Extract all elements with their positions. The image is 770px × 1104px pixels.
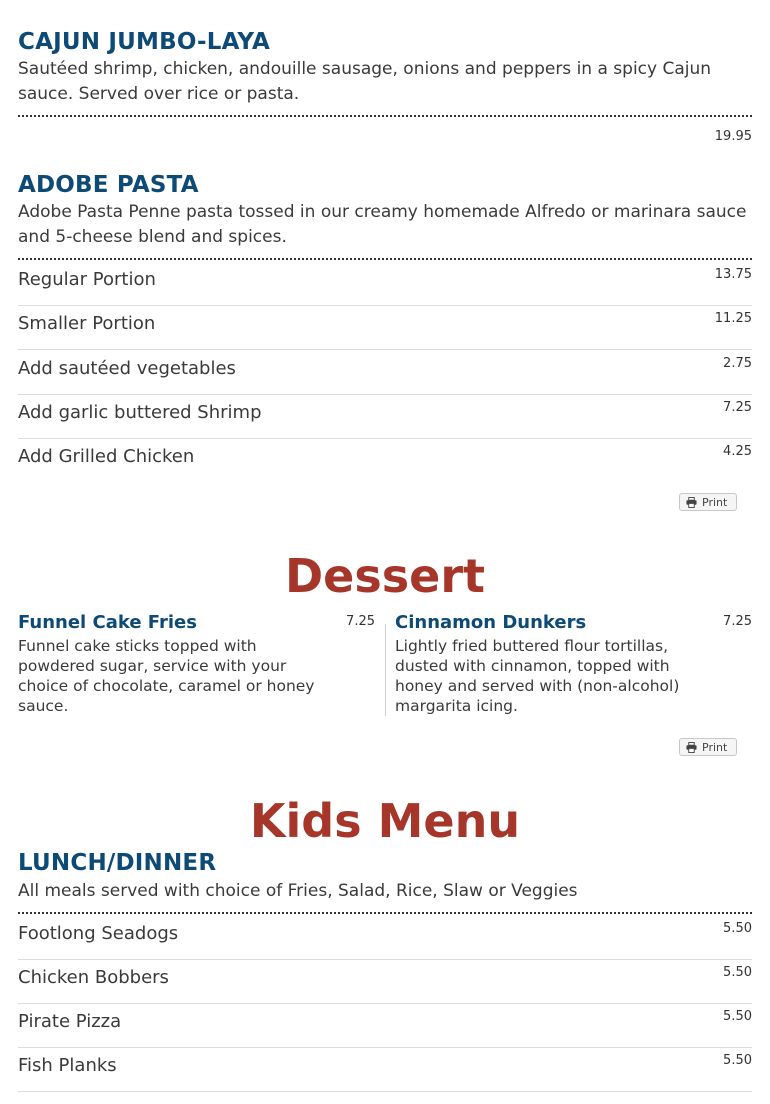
option-row [18,305,752,350]
dessert-item-price: 7.25 [346,614,375,629]
kids-item-label: Footlong Seadogs [18,923,179,944]
option-label: Smaller Portion [18,313,156,334]
dessert-item-price: 7.25 [723,614,752,629]
option-row [18,394,752,439]
section-title-kids-menu: Kids Menu [249,794,521,848]
option-row [18,438,752,482]
kids-item-row [18,915,752,960]
item-title-jumbolaya: CAJUN JUMBO-LAYA [18,29,271,55]
printer-icon [686,742,697,753]
option-row [18,350,752,395]
section-title-dessert: Dessert [284,549,485,603]
kids-item-price: 5.50 [723,965,752,980]
column-divider [385,624,386,716]
print-button-label: Print [702,496,728,509]
option-price: 7.25 [723,400,752,415]
option-price: 4.25 [723,444,752,459]
dotted-divider [18,115,752,117]
dotted-divider [18,258,752,260]
kids-item-price: 5.50 [723,1053,752,1068]
kids-subtitle: LUNCH/DINNER [18,850,217,876]
option-label: Add garlic buttered Shrimp [18,402,262,423]
option-label: Regular Portion [18,269,156,290]
dotted-divider [18,912,752,914]
kids-description: All meals served with choice of Fries, Salad, Rice, Slaw or Veggies [18,881,578,901]
option-price: 11.25 [714,311,752,326]
kids-item-row [18,1047,752,1092]
print-button-label: Print [702,741,728,754]
item-title-adobe-pasta: ADOBE PASTA [18,172,199,198]
printer-icon [686,497,697,508]
kids-item-label: Chicken Bobbers [18,967,169,988]
dessert-item [395,612,752,716]
kids-item-price: 5.50 [723,921,752,936]
dessert-item-title: Funnel Cake Fries [18,612,197,633]
dessert-item [18,612,375,716]
option-price: 13.75 [714,267,752,282]
kids-item-row [18,959,752,1004]
kids-item-row [18,1003,752,1048]
item-description-adobe-pasta: Adobe Pasta Penne pasta tossed in our creamy homemade Alfredo or marinara sauce and 5-cheese blend and spices. [18,202,747,247]
kids-item-label: Fish Planks [18,1055,117,1076]
kids-item-price: 5.50 [723,1009,752,1024]
option-label: Add Grilled Chicken [18,446,195,467]
item-description-jumbolaya: Sautéed shrimp, chicken, andouille sausage, onions and peppers in a spicy Cajun sauce. Served over rice or pasta. [18,59,712,104]
print-button[interactable] [679,738,737,756]
kids-item-label: Pirate Pizza [18,1011,122,1032]
dessert-item-title: Cinnamon Dunkers [395,612,587,633]
dessert-item-description: Lightly fried buttered flour tortillas, dusted with cinnamon, topped with honey and served with (non-alcohol) margarita icing. [395,637,680,715]
option-price: 2.75 [723,356,752,371]
item-price-jumbolaya: 19.95 [714,129,752,144]
option-label: Add sautéed vegetables [18,358,236,379]
dessert-item-description: Funnel cake sticks topped with powdered sugar, service with your choice of chocolate, caramel or honey sauce. [18,637,315,715]
print-button[interactable] [679,493,737,511]
option-row [18,261,752,306]
